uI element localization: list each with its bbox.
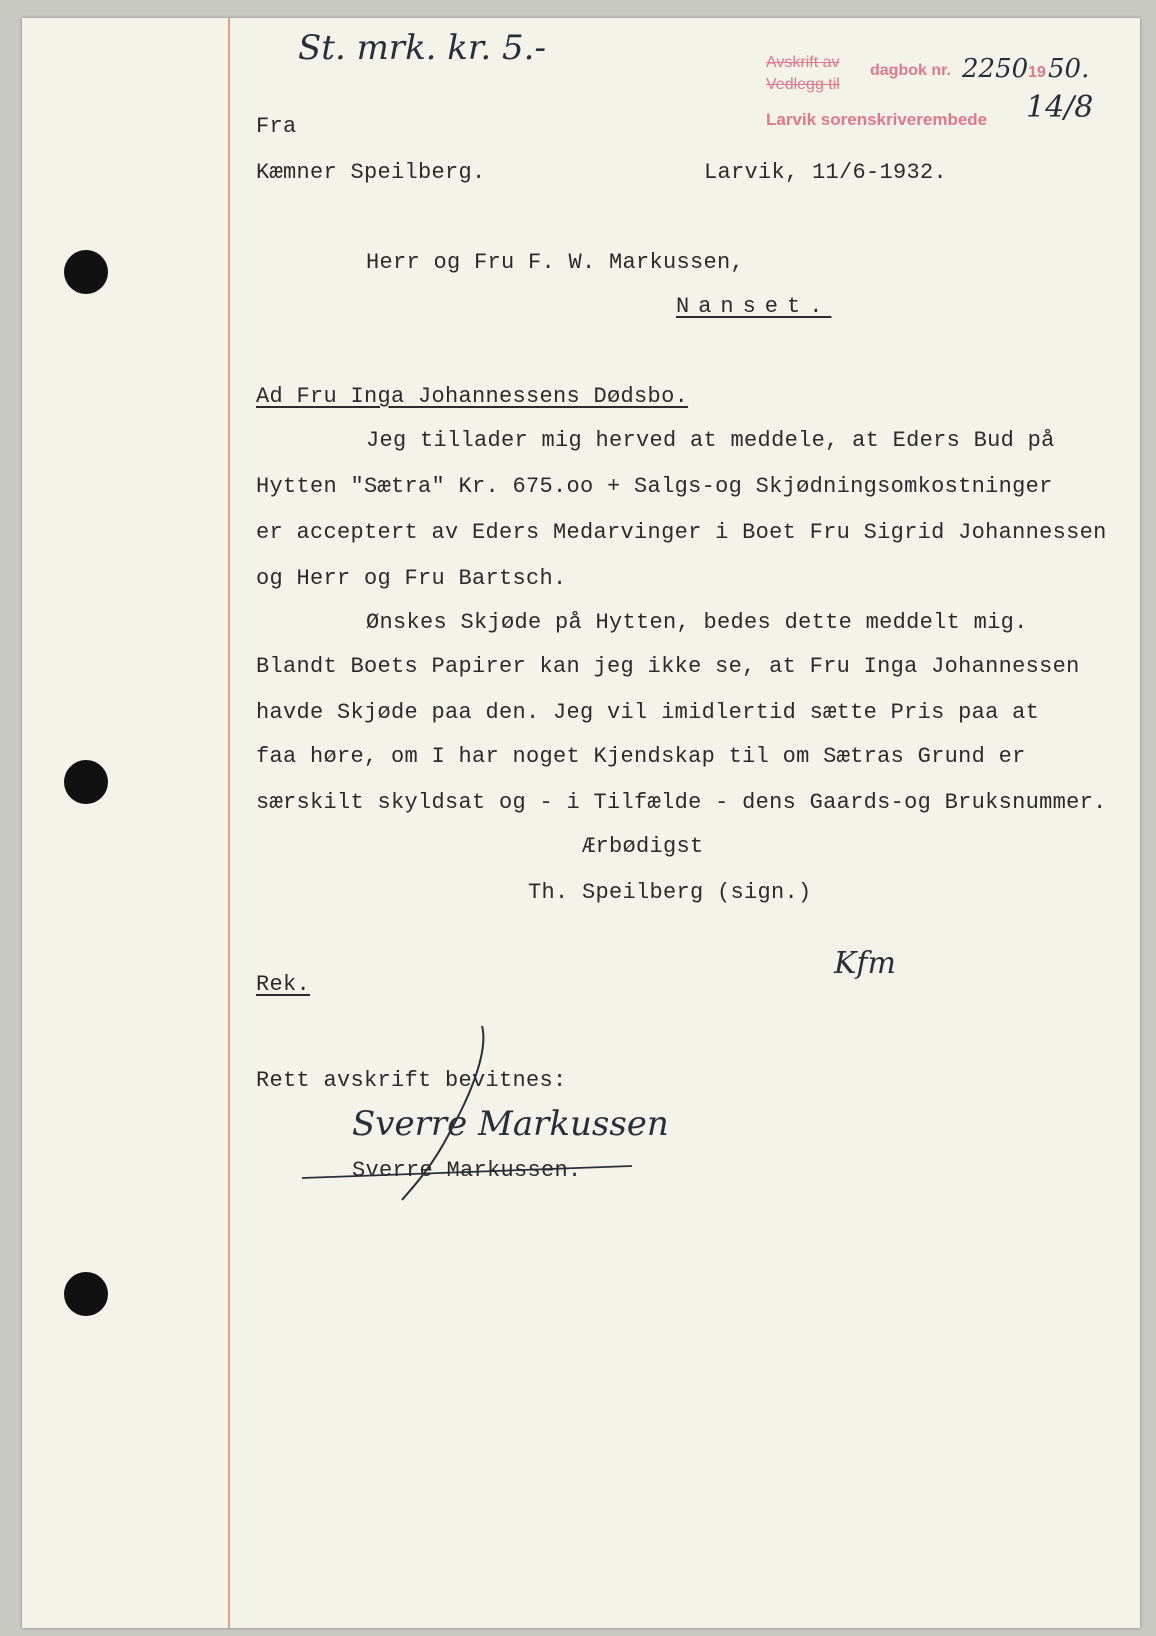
body-line: er acceptert av Eders Medarvinger i Boet Fru Sigrid Johannessen bbox=[256, 520, 1107, 545]
addressee: Herr og Fru F. W. Markussen, bbox=[366, 250, 745, 275]
body-line: havde Skjøde paa den. Jeg vil imidlertid sætte Pris paa at bbox=[256, 700, 1040, 725]
stamp-year-suffix: 50. bbox=[1048, 54, 1090, 84]
stamp-dagbok-number: 2250 bbox=[962, 54, 1029, 84]
body-line: faa høre, om I har noget Kjendskap til om Sætras Grund er bbox=[256, 744, 1026, 769]
stamp-line1: Avskrift av bbox=[766, 54, 840, 71]
signature-typed: Th. Speilberg (sign.) bbox=[528, 880, 812, 905]
stamp-dagbok-label: dagbok nr. bbox=[870, 62, 951, 79]
signer-name: Sverre Markussen. bbox=[352, 1158, 582, 1183]
margin-line bbox=[228, 18, 230, 1628]
stamp-date: 14/8 bbox=[1026, 90, 1094, 125]
punch-hole bbox=[64, 1272, 108, 1316]
document-page bbox=[22, 18, 1140, 1628]
stamp-year-prefix: 19 bbox=[1028, 64, 1046, 81]
from-label: Fra bbox=[256, 114, 297, 139]
body-line: og Herr og Fru Bartsch. bbox=[256, 566, 567, 591]
stamp-line3: Larvik sorenskriverembede bbox=[766, 110, 988, 129]
header-note: St. mrk. kr. 5.- bbox=[298, 28, 546, 68]
attestation: Rett avskrift bevitnes: bbox=[256, 1068, 567, 1093]
punch-hole bbox=[64, 250, 108, 294]
body-line: Jeg tillader mig herved at meddele, at Eders Bud på bbox=[366, 428, 1055, 453]
closing: Ærbødigst bbox=[582, 834, 704, 859]
body-line: Blandt Boets Papirer kan jeg ikke se, at Fru Inga Johannessen bbox=[256, 654, 1080, 679]
signature-handwritten: Sverre Markussen bbox=[352, 1104, 669, 1144]
subject: Ad Fru Inga Johannessens Dødsbo. bbox=[256, 384, 689, 409]
addressee-place: Nanset. bbox=[676, 294, 832, 319]
initials: Kfm bbox=[834, 946, 896, 981]
body-line: Hytten "Sætra" Kr. 675.oo + Salgs-og Skjødningsomkostninger bbox=[256, 474, 1053, 499]
body-line: særskilt skyldsat og - i Tilfælde - dens Gaards-og Bruksnummer. bbox=[256, 790, 1107, 815]
stamp-line2: Vedlegg til bbox=[766, 76, 840, 93]
sender: Kæmner Speilberg. bbox=[256, 160, 486, 185]
rek-note: Rek. bbox=[256, 972, 311, 997]
punch-hole bbox=[64, 760, 108, 804]
place-date: Larvik, 11/6-1932. bbox=[704, 160, 948, 185]
body-line: Ønskes Skjøde på Hytten, bedes dette meddelt mig. bbox=[366, 610, 1028, 635]
